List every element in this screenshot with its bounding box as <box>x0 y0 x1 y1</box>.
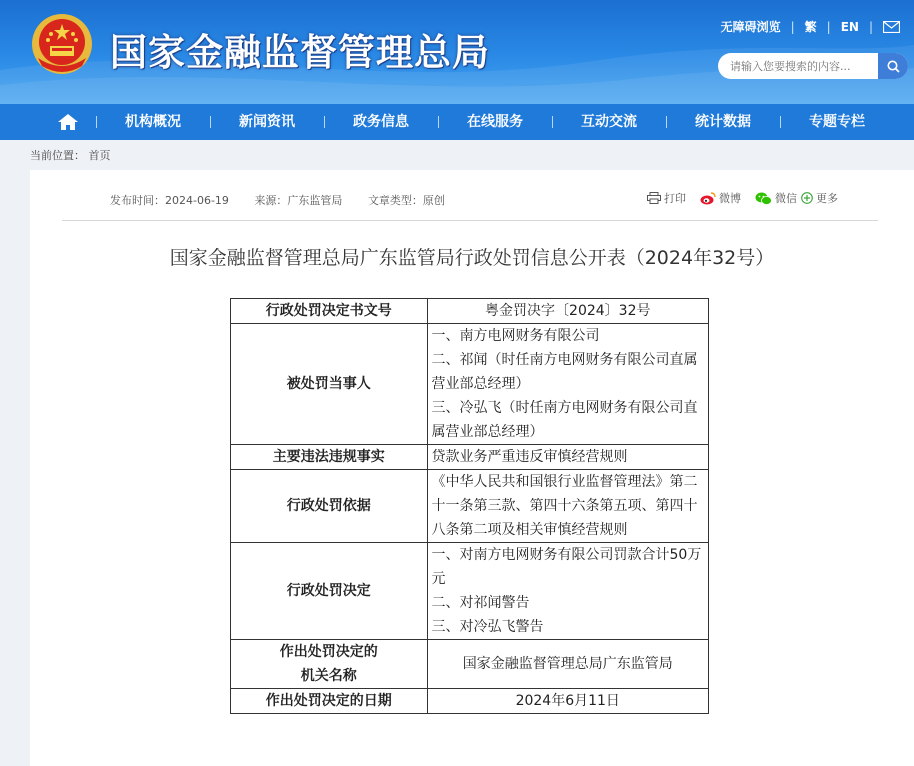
utility-divider: | <box>868 19 873 34</box>
table-row <box>231 299 709 324</box>
table-row <box>231 689 709 714</box>
search-icon <box>887 60 900 73</box>
site-header <box>0 0 914 104</box>
authority-value: 国家金融监督管理总局广东监管局 <box>427 640 708 689</box>
national-emblem-icon <box>30 12 94 76</box>
authority-label-line: 机关名称 <box>300 668 357 684</box>
facts-value: 贷款业务严重违反审慎经营规则 <box>427 445 708 470</box>
table-row <box>231 543 709 640</box>
publish-time: 发布时间：2024-06-19 <box>110 194 229 207</box>
nav-item-statistics[interactable]: 统计数据 <box>666 104 780 140</box>
breadcrumb-label: 当前位置： <box>30 149 85 162</box>
utility-divider: | <box>826 19 831 34</box>
breadcrumb <box>30 147 111 163</box>
decision-line: 一、对南方电网财务有限公司罚款合计50万元 <box>431 547 702 587</box>
main-nav <box>0 104 914 140</box>
party-line: 一、南方电网财务有限公司 <box>431 328 600 344</box>
party-label: 被处罚当事人 <box>231 324 428 445</box>
table-row <box>231 470 709 543</box>
accessibility-link[interactable]: 无障碍浏览 <box>720 20 781 34</box>
penalty-table <box>230 298 709 714</box>
table-row <box>231 445 709 470</box>
wechat-icon <box>755 192 772 205</box>
party-line: 三、冷弘飞（时任南方电网财务有限公司直属营业部总经理） <box>431 400 698 440</box>
weibo-label: 微博 <box>719 192 741 205</box>
nav-item-government-info[interactable]: 政务信息 <box>324 104 438 140</box>
more-label: 更多 <box>816 192 838 205</box>
authority-label-line: 作出处罚决定的 <box>279 644 378 660</box>
table-row <box>231 640 709 689</box>
article-type: 文章类型：原创 <box>367 194 445 207</box>
article-title: 国家金融监督管理总局广东监管局行政处罚信息公开表（2024年32号） <box>169 247 775 269</box>
weibo-icon <box>700 192 716 205</box>
decision-value <box>427 543 708 640</box>
authority-label <box>231 640 428 689</box>
breadcrumb-home-link[interactable]: 首页 <box>88 149 111 162</box>
doc-no-label: 行政处罚决定书文号 <box>231 299 428 324</box>
english-link[interactable]: EN <box>840 19 859 34</box>
party-value <box>427 324 708 445</box>
search-box <box>718 53 908 79</box>
decision-line: 二、对祁闻警告 <box>431 595 530 611</box>
nav-item-special-topics[interactable]: 专题专栏 <box>780 104 894 140</box>
plus-circle-icon <box>801 192 813 204</box>
mail-icon[interactable] <box>883 21 900 33</box>
decision-label: 行政处罚决定 <box>231 543 428 640</box>
nav-item-interaction[interactable]: 互动交流 <box>552 104 666 140</box>
facts-label: 主要违法违规事实 <box>231 445 428 470</box>
doc-no-value: 粤金罚决字〔2024〕32号 <box>427 299 708 324</box>
nav-item-news[interactable]: 新闻资讯 <box>210 104 324 140</box>
table-row <box>231 324 709 445</box>
utility-divider: | <box>790 19 795 34</box>
nav-home[interactable] <box>40 104 96 140</box>
more-share-button[interactable] <box>801 190 838 206</box>
meta-divider <box>62 220 878 221</box>
nav-item-online-services[interactable]: 在线服务 <box>438 104 552 140</box>
basis-value: 《中华人民共和国银行业监督管理法》第二十一条第三款、第四十六条第五项、第四十八条第二项及相关审慎经营规则 <box>427 470 708 543</box>
date-value: 2024年6月11日 <box>427 689 708 714</box>
traditional-chinese-link[interactable]: 繁 <box>804 20 817 34</box>
printer-icon <box>647 192 661 204</box>
decision-line: 三、对冷弘飞警告 <box>431 619 544 635</box>
utility-links <box>721 18 900 35</box>
search-button[interactable] <box>878 53 908 79</box>
nav-item-about[interactable]: 机构概况 <box>96 104 210 140</box>
party-line: 二、祁闻（时任南方电网财务有限公司直属营业部总经理） <box>431 352 698 392</box>
article-source: 来源：广东监管局 <box>254 194 343 207</box>
print-label: 打印 <box>664 192 686 205</box>
weibo-share-button[interactable] <box>700 190 741 206</box>
print-button[interactable] <box>647 190 686 206</box>
share-bar <box>639 190 838 206</box>
article-panel <box>30 170 914 766</box>
wechat-label: 微信 <box>775 192 797 205</box>
basis-label: 行政处罚依据 <box>231 470 428 543</box>
site-title[interactable]: 国家金融监督管理总局 <box>110 31 490 74</box>
date-label: 作出处罚决定的日期 <box>231 689 428 714</box>
wechat-share-button[interactable] <box>755 190 797 206</box>
home-icon <box>57 113 79 131</box>
article-meta <box>110 192 467 208</box>
search-input[interactable] <box>718 53 878 79</box>
